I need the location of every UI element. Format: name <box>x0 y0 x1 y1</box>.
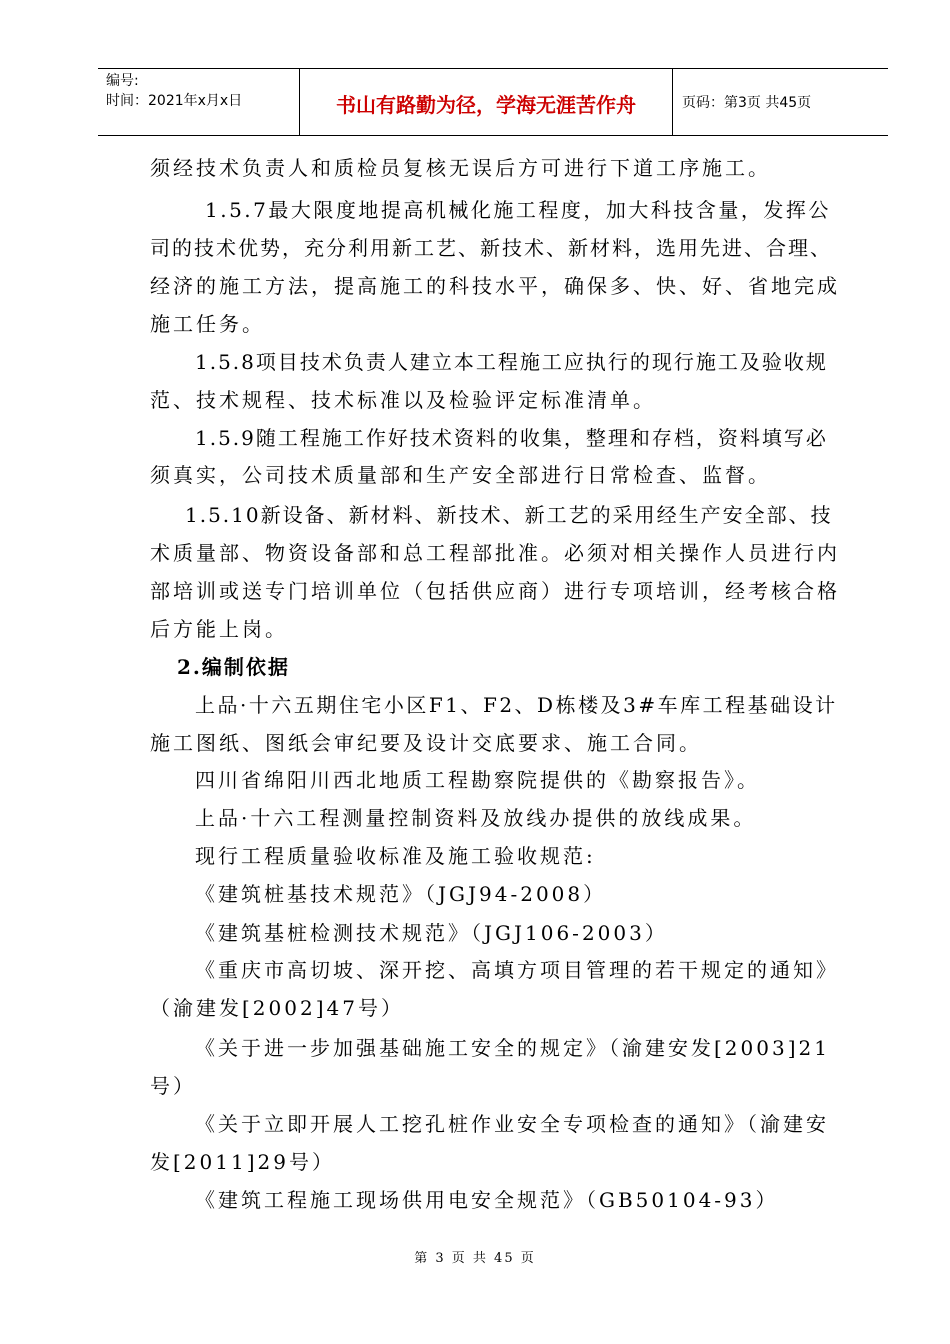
section-heading: 2.编制依据 <box>177 655 290 679</box>
body-line: 《重庆市高切坡、深开挖、高填方项目管理的若干规定的通知》 <box>195 958 839 982</box>
body-line: 上品·十六工程测量控制资料及放线办提供的放线成果。 <box>195 806 757 830</box>
body-line: 术质量部、物资设备部和总工程部批准。必须对相关操作人员进行内 <box>150 541 840 565</box>
body-line: 1.5.10新设备、新材料、新技术、新工艺的采用经生产安全部、技 <box>185 503 833 527</box>
body-line: 1.5.7最大限度地提高机械化施工程度，加大科技含量，发挥公 <box>205 198 831 222</box>
document-time-label: 时间：2021年x月x日 <box>106 93 243 109</box>
body-line: 后方能上岗。 <box>150 617 288 641</box>
page-footer-number: 第 3 页 共 45 页 <box>414 1251 536 1266</box>
body-line: 《关于进一步加强基础施工安全的规定》（渝建安发[2003]21 <box>195 1036 830 1060</box>
body-line: 号） <box>150 1074 196 1098</box>
body-line: （渝建发[2002]47号） <box>150 996 404 1020</box>
body-line: 《建筑工程施工现场供用电安全规范》（GB50104-93） <box>195 1188 779 1212</box>
body-line: 1.5.9随工程施工作好技术资料的收集，整理和存档，资料填写必 <box>195 426 828 450</box>
body-line: 施工任务。 <box>150 312 265 336</box>
body-line: 《建筑桩基技术规范》（JGJ94-2008） <box>195 882 607 906</box>
body-line: 部培训或送专门培训单位（包括供应商）进行专项培训，经考核合格 <box>150 579 840 603</box>
body-line: 须经技术负责人和质检员复核无误后方可进行下道工序施工。 <box>150 156 771 180</box>
body-line: 现行工程质量验收标准及施工验收规范: <box>195 844 596 868</box>
body-line: 司的技术优势，充分利用新工艺、新技术、新材料，选用先进、合理、 <box>150 236 832 260</box>
body-line: 1.5.8项目技术负责人建立本工程施工应执行的现行施工及验收规 <box>195 350 828 374</box>
body-line: 经济的施工方法，提高施工的科技水平，确保多、快、好、省地完成 <box>150 274 840 298</box>
body-line: 范、技术规程、技术标准以及检验评定标准清单。 <box>150 388 656 412</box>
body-line: 须真实，公司技术质量部和生产安全部进行日常检查、监督。 <box>150 463 771 487</box>
body-line: 《建筑基桩检测技术规范》（JGJ106-2003） <box>195 921 668 945</box>
body-line: 上品·十六五期住宅小区F1、F2、D栋楼及3#车库工程基础设计 <box>195 693 838 717</box>
body-line: 四川省绵阳川西北地质工程勘察院提供的《勘察报告》。 <box>195 768 760 792</box>
header-page-number: 页码：第3页 共45页 <box>682 95 812 111</box>
body-line: 《关于立即开展人工挖孔桩作业安全专项检查的通知》（渝建安 <box>195 1112 829 1136</box>
body-line: 施工图纸、图纸会审纪要及设计交底要求、施工合同。 <box>150 731 702 755</box>
header-motto: 书山有路勤为径，学海无涯苦作舟 <box>336 93 636 117</box>
body-line: 发[2011]29号） <box>150 1150 335 1174</box>
document-number-label: 编号: <box>106 73 139 89</box>
